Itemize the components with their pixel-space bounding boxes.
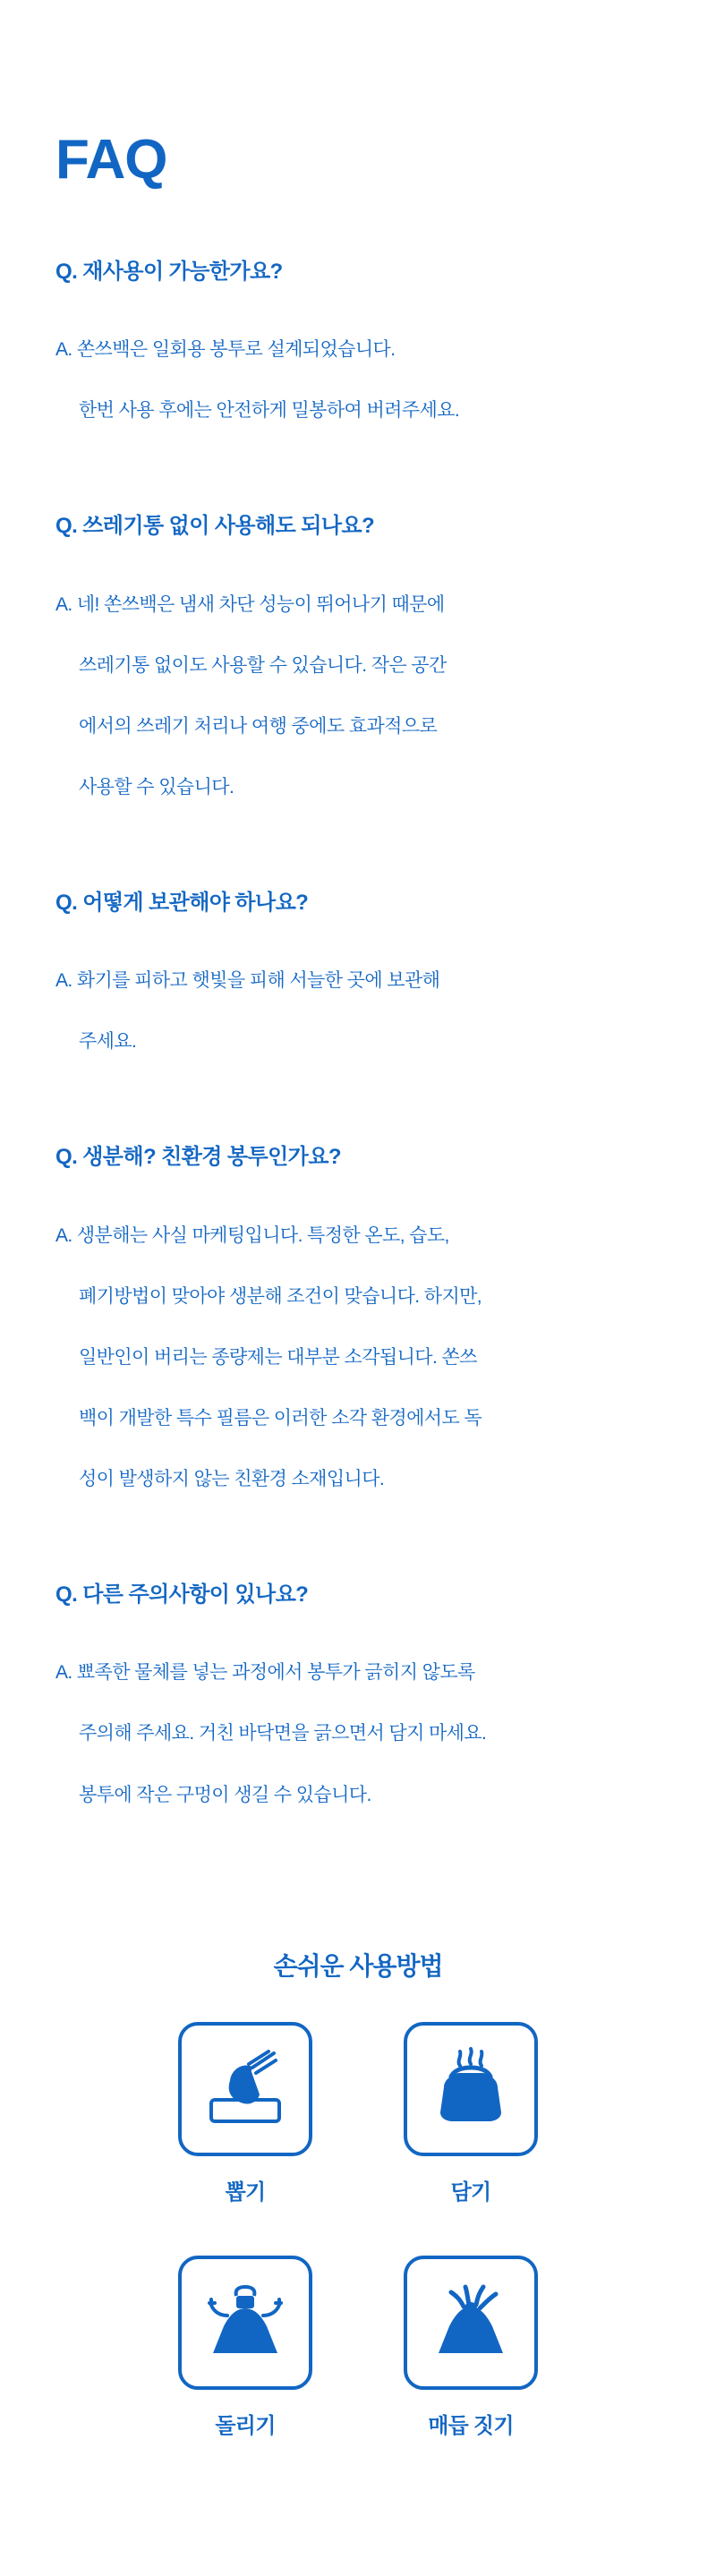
usage-step: [174, 2022, 317, 2232]
faq-answer: [55, 559, 661, 833]
faq-item: [55, 512, 661, 833]
knot-bag-icon: [424, 2276, 517, 2369]
faq-answer-line: 한번 사용 후에는 안전하게 밀봉하여 버려주세요.: [79, 400, 460, 422]
faq-answer-line: 일반인이 버리는 종량제는 대부분 소각됩니다. 쏜쓰: [79, 1346, 477, 1368]
usage-step-icon-box: [178, 2022, 312, 2156]
faq-answer-line: 백이 개발한 특수 필름은 이러한 소각 환경에서도 독: [79, 1407, 482, 1429]
faq-question: Q. 재사용이 가능한가요?: [55, 260, 283, 284]
faq-answer-line: 성이 발생하지 않는 친환경 소재입니다.: [79, 1469, 385, 1489]
faq-answer-line: 주의해 주세요. 거친 바닥면을 긁으면서 담지 마세요.: [79, 1723, 487, 1744]
usage-step-icon-box: [404, 2256, 538, 2390]
faq-item: [55, 889, 661, 1088]
faq-answer-line: 봉투에 작은 구멍이 생길 수 있습니다.: [79, 1784, 371, 1805]
usage-title: 손쉬운 사용방법: [273, 1951, 443, 1980]
pull-bag-icon: [199, 2043, 292, 2136]
faq-answer-line: A. 화기를 피하고 햇빛을 피해 서늘한 곳에 보관해: [55, 970, 440, 992]
faq-answer-line: 에서의 쓰레기 처리나 여행 중에도 효과적으로: [79, 715, 438, 737]
usage-step: [399, 2022, 542, 2232]
faq-answer: [55, 1627, 661, 1840]
usage-step: [174, 2256, 317, 2466]
usage-step-label: 뽑기: [225, 2179, 266, 2205]
usage-step-icon-box: [178, 2256, 312, 2390]
usage-step-icon-box: [404, 2022, 538, 2156]
faq-question: Q. 다른 주의사항이 있나요?: [55, 1582, 309, 1608]
faq-list: [55, 258, 661, 1841]
faq-item: [55, 1581, 661, 1841]
faq-question: Q. 쓰레기통 없이 사용해도 되나요?: [55, 514, 375, 539]
faq-answer-line: A. 생분해는 사실 마케팅입니다. 특정한 온도, 습도,: [55, 1224, 449, 1246]
usage-step-label: 돌리기: [215, 2413, 276, 2438]
faq-question: Q. 생분해? 친환경 봉투인가요?: [55, 1145, 341, 1170]
usage-step-label: 담기: [450, 2179, 491, 2205]
faq-item: [55, 1143, 661, 1525]
page-title: FAQ: [55, 129, 167, 191]
faq-answer-line: 폐기방법이 맞아야 생분해 조건이 맞습니다. 하지만,: [79, 1285, 482, 1307]
faq-answer-line: 주세요.: [79, 1031, 137, 1053]
faq-answer: [55, 1190, 661, 1525]
usage-step: [399, 2256, 542, 2466]
usage-step-label: 매듭 짓기: [428, 2413, 514, 2438]
faq-answer-line: A. 네! 쏜쓰백은 냄새 차단 성능이 뛰어나기 때문에: [55, 593, 445, 615]
faq-answer: [55, 935, 661, 1088]
faq-answer-line: A. 쏜쓰백은 일회용 봉투로 설계되었습니다.: [55, 339, 396, 361]
faq-answer-line: A. 뾰족한 물체를 넣는 과정에서 봉투가 긁히지 않도록: [55, 1662, 475, 1684]
usage-section: [55, 1947, 661, 2466]
twist-bag-icon: [199, 2276, 292, 2369]
faq-answer-line: 쓰레기통 없이도 사용할 수 있습니다. 작은 공간: [79, 654, 447, 676]
faq-answer-line: 사용할 수 있습니다.: [79, 776, 234, 798]
faq-item: [55, 258, 661, 456]
faq-question: Q. 어떻게 보관해야 하나요?: [55, 891, 309, 915]
faq-answer: [55, 304, 661, 456]
usage-grid: [55, 2022, 661, 2466]
fill-bag-icon: [424, 2043, 517, 2136]
